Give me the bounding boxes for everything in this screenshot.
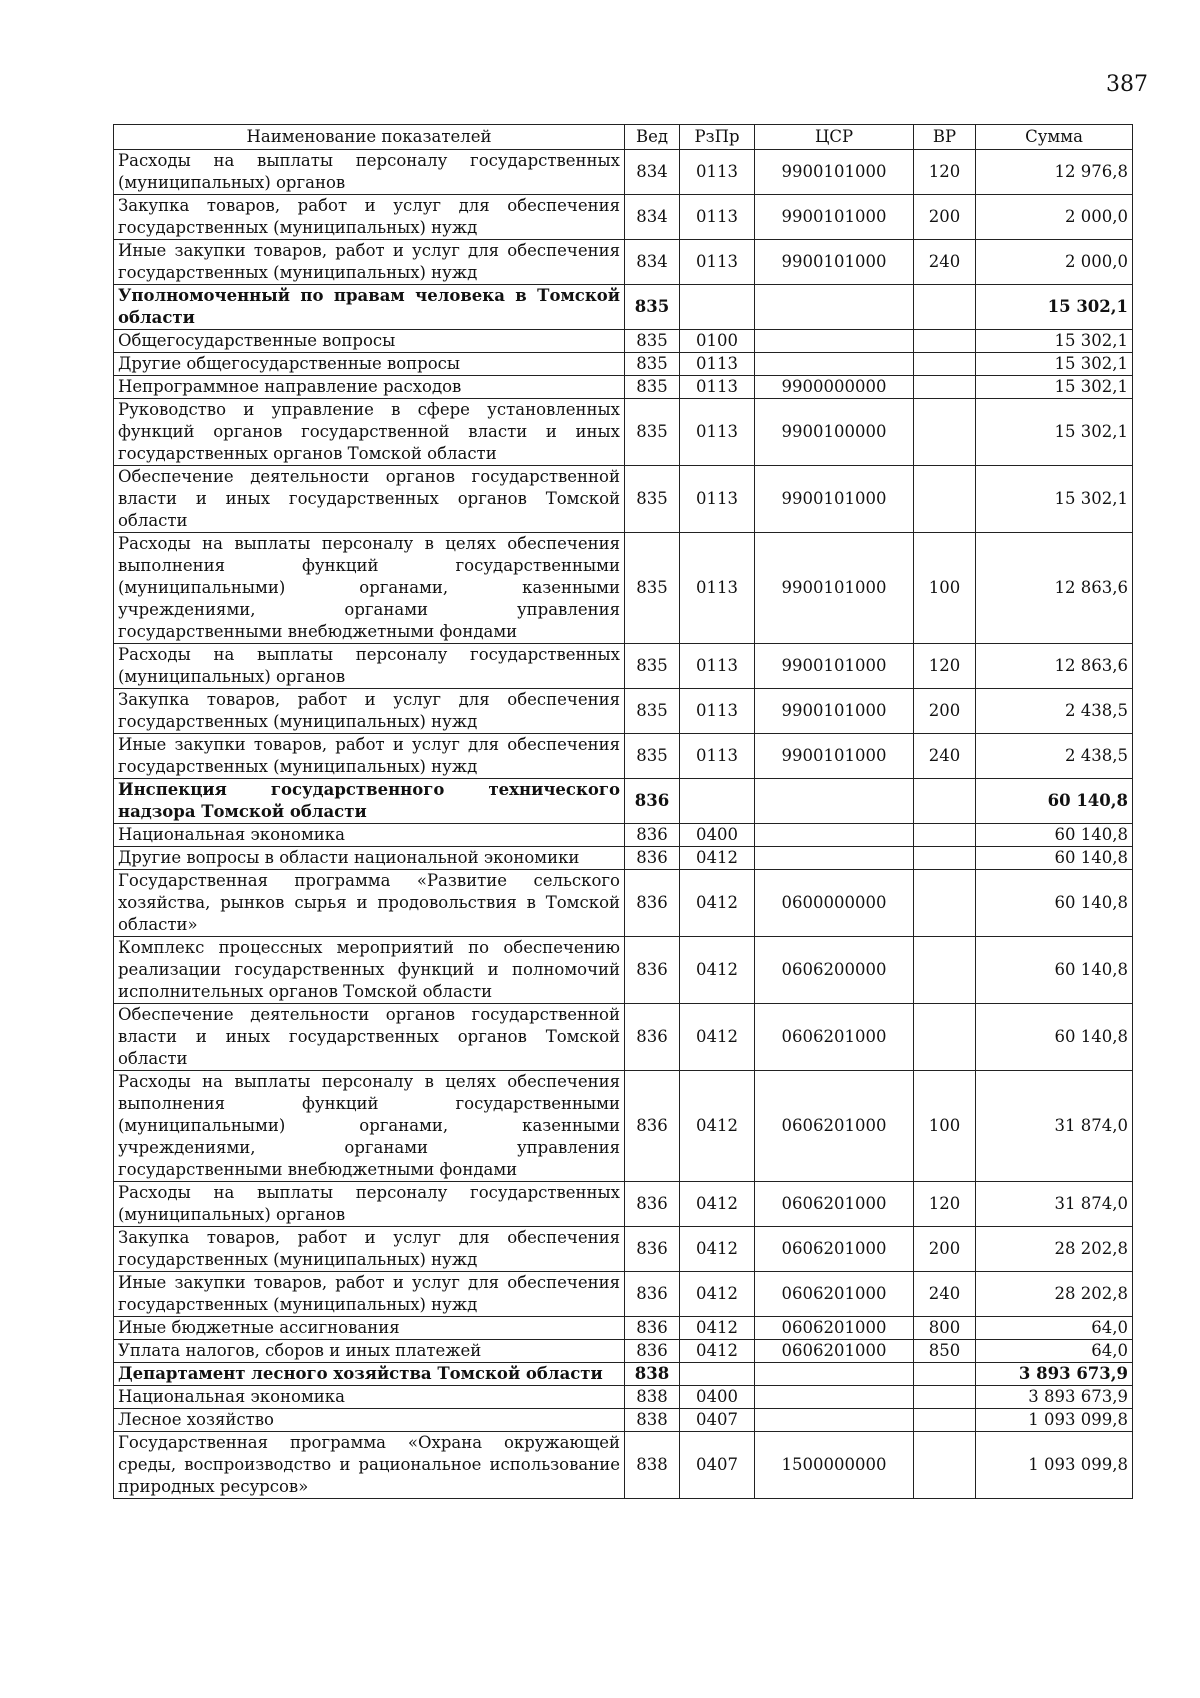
- row-sum-cell: 15 302,1: [976, 399, 1133, 466]
- row-sum-cell: 2 438,5: [976, 734, 1133, 779]
- table-row: [114, 150, 1133, 195]
- row-name-cell: Национальная экономика: [114, 1386, 625, 1409]
- row-name-cell: Государственная программа «Развитие сельского хозяйства, рынков сырья и продовольствия в Томской области»: [114, 870, 625, 937]
- row-vr-cell: [914, 353, 976, 376]
- table-row: [114, 1340, 1133, 1363]
- row-rzpr-cell: 0400: [680, 1386, 755, 1409]
- row-sum-cell: 64,0: [976, 1340, 1133, 1363]
- row-name-cell: Национальная экономика: [114, 824, 625, 847]
- table-row: [114, 870, 1133, 937]
- row-vr-cell: 240: [914, 734, 976, 779]
- row-ved-cell: 835: [625, 330, 680, 353]
- row-name-cell: Уплата налогов, сборов и иных платежей: [114, 1340, 625, 1363]
- page-number: 387: [1106, 72, 1148, 97]
- row-ved-cell: 835: [625, 734, 680, 779]
- table-row: [114, 1182, 1133, 1227]
- table-row: [114, 1363, 1133, 1386]
- row-name-cell: Иные бюджетные ассигнования: [114, 1317, 625, 1340]
- row-rzpr-cell: 0412: [680, 847, 755, 870]
- table-row: [114, 466, 1133, 533]
- row-csr-cell: 0606201000: [755, 1317, 914, 1340]
- row-rzpr-cell: 0113: [680, 353, 755, 376]
- row-ved-cell: 835: [625, 689, 680, 734]
- row-csr-cell: 9900101000: [755, 240, 914, 285]
- row-csr-cell: [755, 1363, 914, 1386]
- row-vr-cell: 800: [914, 1317, 976, 1340]
- row-ved-cell: 834: [625, 150, 680, 195]
- row-name-cell: Непрограммное направление расходов: [114, 376, 625, 399]
- row-sum-cell: 15 302,1: [976, 330, 1133, 353]
- row-csr-cell: [755, 824, 914, 847]
- row-csr-cell: [755, 1409, 914, 1432]
- table-row: [114, 240, 1133, 285]
- table-body: [114, 150, 1133, 1499]
- table-row: [114, 824, 1133, 847]
- row-rzpr-cell: [680, 1363, 755, 1386]
- row-ved-cell: 836: [625, 1340, 680, 1363]
- table-row: [114, 1272, 1133, 1317]
- row-name-cell: Расходы на выплаты персоналу государственных (муниципальных) органов: [114, 150, 625, 195]
- table-row: [114, 195, 1133, 240]
- row-vr-cell: [914, 399, 976, 466]
- row-csr-cell: 0606201000: [755, 1004, 914, 1071]
- row-name-cell: Другие общегосударственные вопросы: [114, 353, 625, 376]
- row-vr-cell: [914, 847, 976, 870]
- table-row: [114, 689, 1133, 734]
- row-vr-cell: [914, 1004, 976, 1071]
- row-rzpr-cell: 0113: [680, 240, 755, 285]
- row-csr-cell: [755, 779, 914, 824]
- row-csr-cell: 0606201000: [755, 1227, 914, 1272]
- row-sum-cell: 1 093 099,8: [976, 1432, 1133, 1499]
- table-row: [114, 779, 1133, 824]
- row-name-cell: Закупка товаров, работ и услуг для обеспечения государственных (муниципальных) нужд: [114, 1227, 625, 1272]
- table-row: [114, 533, 1133, 644]
- row-rzpr-cell: 0412: [680, 1317, 755, 1340]
- header-ved: Вед: [625, 125, 680, 150]
- row-vr-cell: [914, 285, 976, 330]
- table-row: [114, 330, 1133, 353]
- row-vr-cell: 240: [914, 240, 976, 285]
- row-name-cell: Расходы на выплаты персоналу государственных (муниципальных) органов: [114, 1182, 625, 1227]
- row-rzpr-cell: [680, 285, 755, 330]
- table-row: [114, 734, 1133, 779]
- row-csr-cell: 0606201000: [755, 1340, 914, 1363]
- row-ved-cell: 836: [625, 824, 680, 847]
- row-rzpr-cell: 0412: [680, 1340, 755, 1363]
- row-sum-cell: 28 202,8: [976, 1272, 1133, 1317]
- row-csr-cell: [755, 1386, 914, 1409]
- table-row: [114, 1386, 1133, 1409]
- row-sum-cell: 60 140,8: [976, 870, 1133, 937]
- table-row: [114, 1317, 1133, 1340]
- row-sum-cell: 31 874,0: [976, 1182, 1133, 1227]
- row-sum-cell: 2 000,0: [976, 195, 1133, 240]
- row-name-cell: Иные закупки товаров, работ и услуг для обеспечения государственных (муниципальных) нужд: [114, 734, 625, 779]
- row-sum-cell: 15 302,1: [976, 353, 1133, 376]
- row-sum-cell: 12 863,6: [976, 533, 1133, 644]
- row-rzpr-cell: 0412: [680, 1182, 755, 1227]
- row-sum-cell: 60 140,8: [976, 1004, 1133, 1071]
- row-rzpr-cell: 0113: [680, 466, 755, 533]
- row-sum-cell: 15 302,1: [976, 376, 1133, 399]
- table-row: [114, 847, 1133, 870]
- row-vr-cell: [914, 1363, 976, 1386]
- row-csr-cell: 9900101000: [755, 195, 914, 240]
- table-row: [114, 285, 1133, 330]
- row-rzpr-cell: 0412: [680, 870, 755, 937]
- row-name-cell: Иные закупки товаров, работ и услуг для обеспечения государственных (муниципальных) нужд: [114, 1272, 625, 1317]
- row-csr-cell: 0606201000: [755, 1182, 914, 1227]
- row-rzpr-cell: 0113: [680, 533, 755, 644]
- row-csr-cell: 9900101000: [755, 533, 914, 644]
- row-vr-cell: [914, 870, 976, 937]
- row-ved-cell: 836: [625, 1227, 680, 1272]
- table-row: [114, 937, 1133, 1004]
- header-name: Наименование показателей: [114, 125, 625, 150]
- row-vr-cell: 240: [914, 1272, 976, 1317]
- row-ved-cell: 835: [625, 644, 680, 689]
- row-sum-cell: 2 000,0: [976, 240, 1133, 285]
- header-sum: Сумма: [976, 125, 1133, 150]
- row-ved-cell: 836: [625, 1272, 680, 1317]
- row-csr-cell: 0606201000: [755, 1272, 914, 1317]
- row-ved-cell: 836: [625, 937, 680, 1004]
- table-row: [114, 1409, 1133, 1432]
- row-ved-cell: 835: [625, 353, 680, 376]
- row-vr-cell: [914, 779, 976, 824]
- row-rzpr-cell: 0113: [680, 689, 755, 734]
- row-vr-cell: [914, 1409, 976, 1432]
- row-ved-cell: 835: [625, 376, 680, 399]
- row-vr-cell: [914, 824, 976, 847]
- row-ved-cell: 838: [625, 1363, 680, 1386]
- row-sum-cell: 64,0: [976, 1317, 1133, 1340]
- row-csr-cell: 9900100000: [755, 399, 914, 466]
- row-name-cell: Государственная программа «Охрана окружающей среды, воспроизводство и рациональное использование природных ресурсов»: [114, 1432, 625, 1499]
- row-rzpr-cell: 0113: [680, 150, 755, 195]
- row-name-cell: Обеспечение деятельности органов государственной власти и иных государственных органов Томской области: [114, 466, 625, 533]
- row-name-cell: Департамент лесного хозяйства Томской области: [114, 1363, 625, 1386]
- row-name-cell: Закупка товаров, работ и услуг для обеспечения государственных (муниципальных) нужд: [114, 689, 625, 734]
- row-rzpr-cell: 0113: [680, 734, 755, 779]
- row-csr-cell: 9900101000: [755, 150, 914, 195]
- row-name-cell: Расходы на выплаты персоналу в целях обеспечения выполнения функций государственными (муниципальными) органами, казенными учреждениями, органами управления государственными внебюджетными фондами: [114, 1071, 625, 1182]
- row-ved-cell: 835: [625, 466, 680, 533]
- table-row: [114, 376, 1133, 399]
- row-ved-cell: 834: [625, 240, 680, 285]
- header-csr: ЦСР: [755, 125, 914, 150]
- row-vr-cell: 200: [914, 195, 976, 240]
- row-name-cell: Уполномоченный по правам человека в Томской области: [114, 285, 625, 330]
- row-sum-cell: 15 302,1: [976, 466, 1133, 533]
- row-vr-cell: 120: [914, 644, 976, 689]
- row-rzpr-cell: 0412: [680, 1004, 755, 1071]
- row-vr-cell: [914, 376, 976, 399]
- row-name-cell: Общегосударственные вопросы: [114, 330, 625, 353]
- row-name-cell: Иные закупки товаров, работ и услуг для обеспечения государственных (муниципальных) нужд: [114, 240, 625, 285]
- row-vr-cell: 120: [914, 150, 976, 195]
- row-name-cell: Лесное хозяйство: [114, 1409, 625, 1432]
- row-vr-cell: [914, 1432, 976, 1499]
- row-rzpr-cell: 0100: [680, 330, 755, 353]
- row-sum-cell: 12 976,8: [976, 150, 1133, 195]
- row-sum-cell: 3 893 673,9: [976, 1386, 1133, 1409]
- row-sum-cell: 15 302,1: [976, 285, 1133, 330]
- row-name-cell: Другие вопросы в области национальной экономики: [114, 847, 625, 870]
- row-ved-cell: 836: [625, 1317, 680, 1340]
- row-vr-cell: 850: [914, 1340, 976, 1363]
- row-ved-cell: 834: [625, 195, 680, 240]
- row-sum-cell: 12 863,6: [976, 644, 1133, 689]
- row-vr-cell: [914, 466, 976, 533]
- row-name-cell: Инспекция государственного технического надзора Томской области: [114, 779, 625, 824]
- row-rzpr-cell: 0113: [680, 644, 755, 689]
- row-ved-cell: 838: [625, 1409, 680, 1432]
- row-name-cell: Расходы на выплаты персоналу государственных (муниципальных) органов: [114, 644, 625, 689]
- row-csr-cell: 9900101000: [755, 689, 914, 734]
- row-rzpr-cell: 0113: [680, 376, 755, 399]
- row-vr-cell: 200: [914, 689, 976, 734]
- row-rzpr-cell: 0412: [680, 1071, 755, 1182]
- row-csr-cell: 9900000000: [755, 376, 914, 399]
- row-rzpr-cell: 0113: [680, 195, 755, 240]
- row-vr-cell: [914, 1386, 976, 1409]
- row-name-cell: Расходы на выплаты персоналу в целях обеспечения выполнения функций государственными (муниципальными) органами, казенными учреждениями, органами управления государственными внебюджетными фондами: [114, 533, 625, 644]
- table-row: [114, 1227, 1133, 1272]
- row-ved-cell: 838: [625, 1432, 680, 1499]
- row-ved-cell: 836: [625, 1071, 680, 1182]
- row-vr-cell: 120: [914, 1182, 976, 1227]
- row-ved-cell: 836: [625, 870, 680, 937]
- row-ved-cell: 836: [625, 1182, 680, 1227]
- row-csr-cell: [755, 847, 914, 870]
- row-rzpr-cell: 0400: [680, 824, 755, 847]
- row-name-cell: Руководство и управление в сфере установленных функций органов государственной власти и иных государственных органов Томской области: [114, 399, 625, 466]
- header-row: [114, 125, 1133, 150]
- row-vr-cell: 100: [914, 1071, 976, 1182]
- budget-table: [113, 124, 1133, 1499]
- row-vr-cell: [914, 330, 976, 353]
- row-csr-cell: 1500000000: [755, 1432, 914, 1499]
- row-name-cell: Обеспечение деятельности органов государственной власти и иных государственных органов Томской области: [114, 1004, 625, 1071]
- table-row: [114, 353, 1133, 376]
- row-vr-cell: 100: [914, 533, 976, 644]
- row-ved-cell: 838: [625, 1386, 680, 1409]
- row-sum-cell: 1 093 099,8: [976, 1409, 1133, 1432]
- row-rzpr-cell: 0412: [680, 937, 755, 1004]
- row-csr-cell: 0606201000: [755, 1071, 914, 1182]
- row-csr-cell: 0606200000: [755, 937, 914, 1004]
- table-row: [114, 1071, 1133, 1182]
- row-sum-cell: 2 438,5: [976, 689, 1133, 734]
- table-row: [114, 399, 1133, 466]
- row-ved-cell: 836: [625, 847, 680, 870]
- row-sum-cell: 28 202,8: [976, 1227, 1133, 1272]
- row-name-cell: Комплекс процессных мероприятий по обеспечению реализации государственных функций и полномочий исполнительных органов Томской области: [114, 937, 625, 1004]
- row-sum-cell: 3 893 673,9: [976, 1363, 1133, 1386]
- table-row: [114, 644, 1133, 689]
- row-ved-cell: 835: [625, 285, 680, 330]
- row-sum-cell: 60 140,8: [976, 937, 1133, 1004]
- row-csr-cell: 0600000000: [755, 870, 914, 937]
- row-ved-cell: 835: [625, 399, 680, 466]
- row-rzpr-cell: 0412: [680, 1227, 755, 1272]
- row-csr-cell: [755, 285, 914, 330]
- header-rzpr: РзПр: [680, 125, 755, 150]
- row-sum-cell: 31 874,0: [976, 1071, 1133, 1182]
- row-rzpr-cell: 0407: [680, 1409, 755, 1432]
- table-row: [114, 1004, 1133, 1071]
- row-sum-cell: 60 140,8: [976, 779, 1133, 824]
- table-header: [114, 125, 1133, 150]
- row-ved-cell: 836: [625, 779, 680, 824]
- row-csr-cell: [755, 330, 914, 353]
- row-vr-cell: [914, 937, 976, 1004]
- row-vr-cell: 200: [914, 1227, 976, 1272]
- row-rzpr-cell: 0113: [680, 399, 755, 466]
- row-name-cell: Закупка товаров, работ и услуг для обеспечения государственных (муниципальных) нужд: [114, 195, 625, 240]
- row-rzpr-cell: [680, 779, 755, 824]
- row-csr-cell: 9900101000: [755, 466, 914, 533]
- row-ved-cell: 835: [625, 533, 680, 644]
- row-rzpr-cell: 0407: [680, 1432, 755, 1499]
- row-csr-cell: [755, 353, 914, 376]
- row-sum-cell: 60 140,8: [976, 824, 1133, 847]
- header-vr: ВР: [914, 125, 976, 150]
- row-csr-cell: 9900101000: [755, 734, 914, 779]
- table-row: [114, 1432, 1133, 1499]
- row-ved-cell: 836: [625, 1004, 680, 1071]
- row-sum-cell: 60 140,8: [976, 847, 1133, 870]
- row-rzpr-cell: 0412: [680, 1272, 755, 1317]
- row-csr-cell: 9900101000: [755, 644, 914, 689]
